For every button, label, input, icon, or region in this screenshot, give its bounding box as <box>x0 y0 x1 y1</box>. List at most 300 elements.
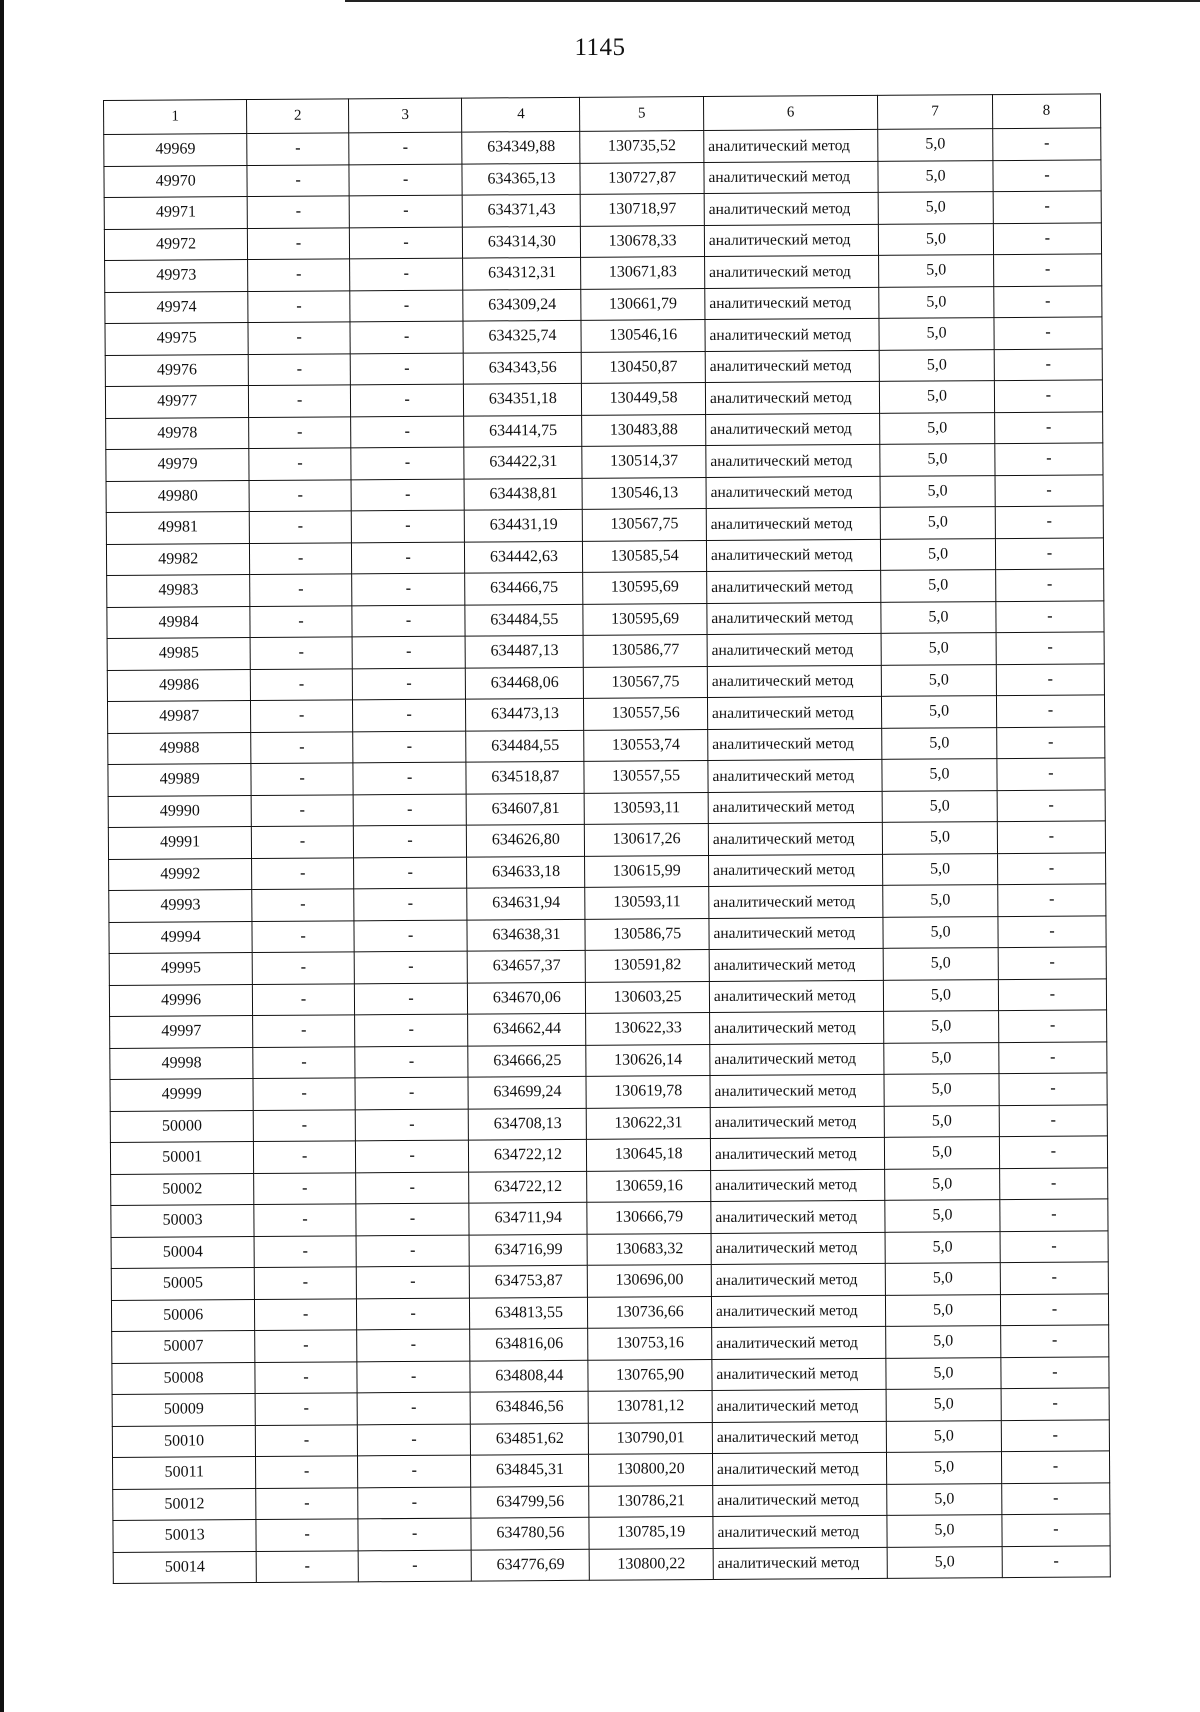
col8-cell: - <box>1000 1199 1108 1231</box>
col3-cell: - <box>350 353 464 385</box>
y-coordinate-cell: 130593,11 <box>585 792 709 824</box>
point-number-cell: 49971 <box>104 197 248 229</box>
y-coordinate-cell: 130753,16 <box>588 1327 712 1359</box>
point-number-cell: 50014 <box>113 1551 257 1583</box>
y-coordinate-cell: 130586,77 <box>583 635 707 667</box>
col3-cell: - <box>350 416 464 448</box>
point-number-cell: 49991 <box>108 827 252 859</box>
point-number-cell: 49981 <box>106 512 250 544</box>
point-number-cell: 49984 <box>107 606 251 638</box>
col8-cell: - <box>1000 1262 1108 1294</box>
method-cell: аналитический метод <box>712 1326 886 1359</box>
point-number-cell: 50002 <box>111 1173 255 1205</box>
col2-cell: - <box>248 259 350 291</box>
y-coordinate-cell: 130718,97 <box>581 194 705 226</box>
y-coordinate-cell: 130615,99 <box>585 855 709 887</box>
col8-cell: - <box>995 443 1103 475</box>
point-number-cell: 49992 <box>109 858 253 890</box>
col8-cell: - <box>1001 1388 1109 1420</box>
col2-cell: - <box>249 479 351 511</box>
method-cell: аналитический метод <box>707 602 881 635</box>
col3-cell: - <box>355 1109 469 1141</box>
col2-cell: - <box>252 857 354 889</box>
x-coordinate-cell: 634722,12 <box>469 1139 587 1171</box>
x-coordinate-cell: 634851,62 <box>471 1423 589 1455</box>
y-coordinate-cell: 130622,33 <box>586 1012 710 1044</box>
accuracy-cell: 5,0 <box>878 160 993 192</box>
point-number-cell: 50006 <box>111 1299 255 1331</box>
col3-cell: - <box>355 1077 469 1109</box>
col3-cell: - <box>356 1203 470 1235</box>
col8-cell: - <box>1001 1451 1109 1483</box>
col3-cell: - <box>349 258 463 290</box>
col2-cell: - <box>249 416 351 448</box>
col8-cell: - <box>1001 1325 1109 1357</box>
point-number-cell: 50010 <box>112 1425 256 1457</box>
point-number-cell: 50008 <box>112 1362 256 1394</box>
method-cell: аналитический метод <box>705 350 879 383</box>
method-cell: аналитический метод <box>713 1515 887 1548</box>
col8-cell: - <box>996 695 1104 727</box>
x-coordinate-cell: 634343,56 <box>464 352 582 384</box>
method-cell: аналитический метод <box>709 948 883 981</box>
col2-cell: - <box>253 983 355 1015</box>
y-coordinate-cell: 130595,69 <box>583 603 707 635</box>
method-cell: аналитический метод <box>709 980 883 1013</box>
method-cell: аналитический метод <box>711 1263 885 1296</box>
col8-cell: - <box>995 474 1103 506</box>
x-coordinate-cell: 634442,63 <box>465 541 583 573</box>
col3-cell: - <box>357 1455 471 1487</box>
x-coordinate-cell: 634633,18 <box>467 856 585 888</box>
y-coordinate-cell: 130619,78 <box>586 1075 710 1107</box>
y-coordinate-cell: 130735,52 <box>580 131 704 163</box>
method-cell: аналитический метод <box>706 539 880 572</box>
point-number-cell: 50001 <box>110 1142 254 1174</box>
point-number-cell: 49969 <box>104 134 248 166</box>
col2-cell: - <box>250 542 352 574</box>
col8-cell: - <box>998 1010 1106 1042</box>
col2-cell: - <box>255 1298 357 1330</box>
y-coordinate-cell: 130786,21 <box>589 1485 713 1517</box>
y-coordinate-cell: 130659,16 <box>587 1170 711 1202</box>
y-coordinate-cell: 130666,79 <box>587 1201 711 1233</box>
col8-cell: - <box>1000 1293 1108 1325</box>
x-coordinate-cell: 634813,55 <box>470 1297 588 1329</box>
col2-cell: - <box>252 889 354 921</box>
col8-cell: - <box>1002 1514 1110 1546</box>
col8-cell: - <box>996 600 1104 632</box>
method-cell: аналитический метод <box>704 192 878 225</box>
x-coordinate-cell: 634816,06 <box>470 1328 588 1360</box>
col8-cell: - <box>1001 1419 1109 1451</box>
col2-cell: - <box>255 1267 357 1299</box>
accuracy-cell: 5,0 <box>882 727 997 759</box>
accuracy-cell: 5,0 <box>881 570 996 602</box>
x-coordinate-cell: 634487,13 <box>465 635 583 667</box>
y-coordinate-cell: 130567,75 <box>583 509 707 541</box>
y-coordinate-cell: 130514,37 <box>582 446 706 478</box>
col8-cell: - <box>995 506 1103 538</box>
col2-cell: - <box>251 763 353 795</box>
col2-cell: - <box>252 920 354 952</box>
col2-cell: - <box>255 1361 357 1393</box>
x-coordinate-cell: 634438,81 <box>464 478 582 510</box>
method-cell: аналитический метод <box>706 476 880 509</box>
point-number-cell: 50013 <box>113 1520 257 1552</box>
col8-cell: - <box>997 821 1105 853</box>
col2-cell: - <box>254 1204 356 1236</box>
x-coordinate-cell: 634657,37 <box>468 950 586 982</box>
col2-cell: - <box>256 1550 358 1582</box>
method-cell: аналитический метод <box>706 413 880 446</box>
accuracy-cell: 5,0 <box>885 1263 1000 1295</box>
y-coordinate-cell: 130595,69 <box>583 572 707 604</box>
col2-cell: - <box>255 1330 357 1362</box>
point-number-cell: 49975 <box>105 323 249 355</box>
col3-cell: - <box>351 542 465 574</box>
col2-cell: - <box>256 1456 358 1488</box>
x-coordinate-cell: 634626,80 <box>467 824 585 856</box>
scan-left-edge <box>0 0 4 1712</box>
method-cell: аналитический метод <box>709 885 883 918</box>
method-cell: аналитический метод <box>711 1200 885 1233</box>
x-coordinate-cell: 634716,99 <box>469 1234 587 1266</box>
method-cell: аналитический метод <box>707 633 881 666</box>
method-cell: аналитический метод <box>708 854 882 887</box>
method-cell: аналитический метод <box>709 1011 883 1044</box>
col3-cell: - <box>351 479 465 511</box>
col8-cell: - <box>996 632 1104 664</box>
x-coordinate-cell: 634780,56 <box>471 1517 589 1549</box>
method-cell: аналитический метод <box>708 822 882 855</box>
col3-cell: - <box>353 857 467 889</box>
y-coordinate-cell: 130603,25 <box>586 981 710 1013</box>
accuracy-cell: 5,0 <box>880 444 995 476</box>
y-coordinate-cell: 130553,74 <box>584 729 708 761</box>
col2-cell: - <box>250 511 352 543</box>
point-number-cell: 49990 <box>108 795 252 827</box>
col2-cell: - <box>251 731 353 763</box>
col2-cell: - <box>254 1172 356 1204</box>
col8-cell: - <box>998 978 1106 1010</box>
col8-cell: - <box>993 254 1101 286</box>
method-cell: аналитический метод <box>708 791 882 824</box>
col8-cell: - <box>996 663 1104 695</box>
col8-cell: - <box>995 537 1103 569</box>
col2-cell: - <box>249 385 351 417</box>
method-cell: аналитический метод <box>705 287 879 320</box>
point-number-cell: 49988 <box>108 732 252 764</box>
point-number-cell: 49993 <box>109 890 253 922</box>
y-coordinate-cell: 130449,58 <box>582 383 706 415</box>
y-coordinate-cell: 130736,66 <box>588 1296 712 1328</box>
accuracy-cell: 5,0 <box>885 1137 1000 1169</box>
point-number-cell: 49983 <box>107 575 251 607</box>
col3-cell: - <box>355 1046 469 1078</box>
x-coordinate-cell: 634776,69 <box>472 1549 590 1581</box>
col3-cell: - <box>350 384 464 416</box>
col2-cell: - <box>254 1141 356 1173</box>
method-cell: аналитический метод <box>712 1358 886 1391</box>
col8-cell: - <box>997 852 1105 884</box>
x-coordinate-cell: 634631,94 <box>467 887 585 919</box>
col3-cell: - <box>352 605 466 637</box>
col3-cell: - <box>354 983 468 1015</box>
method-cell: аналитический метод <box>711 1232 885 1265</box>
x-coordinate-cell: 634708,13 <box>469 1108 587 1140</box>
x-coordinate-cell: 634607,81 <box>467 793 585 825</box>
y-coordinate-cell: 130790,01 <box>589 1422 713 1454</box>
point-number-cell: 49999 <box>110 1079 254 1111</box>
method-cell: аналитический метод <box>704 224 878 257</box>
col3-cell: - <box>352 699 466 731</box>
x-coordinate-cell: 634309,24 <box>463 289 581 321</box>
col3-cell: - <box>357 1424 471 1456</box>
x-coordinate-cell: 634722,12 <box>469 1171 587 1203</box>
accuracy-cell: 5,0 <box>885 1231 1000 1263</box>
method-cell: аналитический метод <box>710 1043 884 1076</box>
x-coordinate-cell: 634666,25 <box>468 1045 586 1077</box>
col3-cell: - <box>349 132 463 164</box>
y-coordinate-cell: 130483,88 <box>582 414 706 446</box>
col8-cell: - <box>994 285 1102 317</box>
x-coordinate-cell: 634711,94 <box>469 1202 587 1234</box>
col3-cell: - <box>353 731 467 763</box>
col3-cell: - <box>358 1518 472 1550</box>
x-coordinate-cell: 634662,44 <box>468 1013 586 1045</box>
col2-cell: - <box>248 290 350 322</box>
method-cell: аналитический метод <box>706 507 880 540</box>
col2-cell: - <box>256 1519 358 1551</box>
y-coordinate-cell: 130678,33 <box>581 225 705 257</box>
col3-cell: - <box>357 1392 471 1424</box>
col8-cell: - <box>999 1136 1107 1168</box>
point-number-cell: 49972 <box>104 228 248 260</box>
point-number-cell: 50009 <box>112 1394 256 1426</box>
point-number-cell: 49995 <box>109 953 253 985</box>
coordinates-table <box>103 93 1111 1584</box>
y-coordinate-cell: 130800,22 <box>590 1548 714 1580</box>
col3-cell: - <box>356 1235 470 1267</box>
y-coordinate-cell: 130546,13 <box>582 477 706 509</box>
col8-cell: - <box>999 1041 1107 1073</box>
column-header: 8 <box>992 94 1100 129</box>
accuracy-cell: 5,0 <box>878 129 993 161</box>
y-coordinate-cell: 130617,26 <box>585 824 709 856</box>
col2-cell: - <box>253 1078 355 1110</box>
method-cell: аналитический метод <box>710 1106 884 1139</box>
accuracy-cell: 5,0 <box>887 1452 1002 1484</box>
col3-cell: - <box>357 1361 471 1393</box>
table-body <box>104 128 1111 1584</box>
point-number-cell: 50003 <box>111 1205 255 1237</box>
method-cell: аналитический метод <box>708 759 882 792</box>
x-coordinate-cell: 634466,75 <box>465 572 583 604</box>
method-cell: аналитический метод <box>709 917 883 950</box>
col8-cell: - <box>998 947 1106 979</box>
y-coordinate-cell: 130661,79 <box>581 288 705 320</box>
y-coordinate-cell: 130683,32 <box>587 1233 711 1265</box>
point-number-cell: 50004 <box>111 1236 255 1268</box>
col8-cell: - <box>993 128 1101 160</box>
col3-cell: - <box>356 1266 470 1298</box>
method-cell: аналитический метод <box>707 665 881 698</box>
y-coordinate-cell: 130727,87 <box>580 162 704 194</box>
column-header: 4 <box>462 97 580 132</box>
col2-cell: - <box>250 574 352 606</box>
col2-cell: - <box>250 605 352 637</box>
method-cell: аналитический метод <box>712 1421 886 1454</box>
col8-cell: - <box>1001 1356 1109 1388</box>
accuracy-cell: 5,0 <box>883 948 998 980</box>
column-header: 5 <box>580 97 704 132</box>
accuracy-cell: 5,0 <box>886 1294 1001 1326</box>
page-number: 1145 <box>574 34 626 61</box>
y-coordinate-cell: 130765,90 <box>588 1359 712 1391</box>
x-coordinate-cell: 634349,88 <box>462 131 580 163</box>
col3-cell: - <box>355 1172 469 1204</box>
col8-cell: - <box>994 411 1102 443</box>
col2-cell: - <box>256 1487 358 1519</box>
x-coordinate-cell: 634670,06 <box>468 982 586 1014</box>
accuracy-cell: 5,0 <box>879 255 994 287</box>
col2-cell: - <box>253 952 355 984</box>
accuracy-cell: 5,0 <box>884 1042 999 1074</box>
col8-cell: - <box>995 569 1103 601</box>
col8-cell: - <box>994 317 1102 349</box>
y-coordinate-cell: 130450,87 <box>582 351 706 383</box>
accuracy-cell: 5,0 <box>882 696 997 728</box>
point-number-cell: 49989 <box>108 764 252 796</box>
accuracy-cell: 5,0 <box>881 601 996 633</box>
accuracy-cell: 5,0 <box>887 1483 1002 1515</box>
x-coordinate-cell: 634422,31 <box>464 446 582 478</box>
y-coordinate-cell: 130557,55 <box>584 761 708 793</box>
col2-cell: - <box>253 1015 355 1047</box>
accuracy-cell: 5,0 <box>878 192 993 224</box>
point-number-cell: 50007 <box>112 1331 256 1363</box>
method-cell: аналитический метод <box>710 1074 884 1107</box>
y-coordinate-cell: 130557,56 <box>584 698 708 730</box>
col3-cell: - <box>354 1014 468 1046</box>
accuracy-cell: 5,0 <box>885 1168 1000 1200</box>
col3-cell: - <box>355 1140 469 1172</box>
col3-cell: - <box>354 951 468 983</box>
accuracy-cell: 5,0 <box>887 1515 1002 1547</box>
point-number-cell: 49987 <box>107 701 251 733</box>
col2-cell: - <box>248 227 350 259</box>
y-coordinate-cell: 130546,16 <box>581 320 705 352</box>
col3-cell: - <box>352 636 466 668</box>
column-header: 6 <box>703 95 877 130</box>
point-number-cell: 49980 <box>106 480 250 512</box>
col3-cell: - <box>353 825 467 857</box>
col2-cell: - <box>251 700 353 732</box>
col2-cell: - <box>253 1046 355 1078</box>
accuracy-cell: 5,0 <box>885 1200 1000 1232</box>
x-coordinate-cell: 634325,74 <box>463 320 581 352</box>
x-coordinate-cell: 634846,56 <box>470 1391 588 1423</box>
x-coordinate-cell: 634431,19 <box>465 509 583 541</box>
x-coordinate-cell: 634473,13 <box>466 698 584 730</box>
accuracy-cell: 5,0 <box>882 759 997 791</box>
accuracy-cell: 5,0 <box>882 822 997 854</box>
x-coordinate-cell: 634845,31 <box>471 1454 589 1486</box>
x-coordinate-cell: 634799,56 <box>471 1486 589 1518</box>
col8-cell: - <box>997 758 1105 790</box>
col2-cell: - <box>251 668 353 700</box>
point-number-cell: 49976 <box>105 354 249 386</box>
method-cell: аналитический метод <box>705 381 879 414</box>
y-coordinate-cell: 130622,31 <box>587 1107 711 1139</box>
point-number-cell: 49970 <box>104 165 248 197</box>
accuracy-cell: 5,0 <box>886 1326 1001 1358</box>
x-coordinate-cell: 634312,31 <box>463 257 581 289</box>
col2-cell: - <box>251 794 353 826</box>
y-coordinate-cell: 130785,19 <box>589 1516 713 1548</box>
col8-cell: - <box>1002 1482 1110 1514</box>
point-number-cell: 49982 <box>106 543 250 575</box>
point-number-cell: 49978 <box>106 417 250 449</box>
col3-cell: - <box>351 447 465 479</box>
method-cell: аналитический метод <box>713 1547 887 1580</box>
col2-cell: - <box>249 448 351 480</box>
col8-cell: - <box>997 726 1105 758</box>
point-number-cell: 49974 <box>105 291 249 323</box>
y-coordinate-cell: 130626,14 <box>586 1044 710 1076</box>
scan-top-rule <box>345 0 1200 2</box>
point-number-cell: 50012 <box>113 1488 257 1520</box>
point-number-cell: 50011 <box>113 1457 257 1489</box>
method-cell: аналитический метод <box>711 1169 885 1202</box>
col8-cell: - <box>998 915 1106 947</box>
col3-cell: - <box>349 164 463 196</box>
y-coordinate-cell: 130593,11 <box>585 887 709 919</box>
point-number-cell: 49979 <box>106 449 250 481</box>
col2-cell: - <box>256 1424 358 1456</box>
accuracy-cell: 5,0 <box>887 1546 1002 1578</box>
col8-cell: - <box>994 380 1102 412</box>
accuracy-cell: 5,0 <box>883 885 998 917</box>
accuracy-cell: 5,0 <box>881 538 996 570</box>
col8-cell: - <box>994 348 1102 380</box>
column-header: 7 <box>878 95 993 130</box>
y-coordinate-cell: 130696,00 <box>588 1264 712 1296</box>
x-coordinate-cell: 634365,13 <box>462 163 580 195</box>
col2-cell: - <box>247 164 349 196</box>
point-number-cell: 49997 <box>110 1016 254 1048</box>
method-cell: аналитический метод <box>710 1137 884 1170</box>
point-number-cell: 49994 <box>109 921 253 953</box>
accuracy-cell: 5,0 <box>880 475 995 507</box>
x-coordinate-cell: 634484,55 <box>465 604 583 636</box>
method-cell: аналитический метод <box>706 444 880 477</box>
point-number-cell: 49985 <box>107 638 251 670</box>
accuracy-cell: 5,0 <box>879 349 994 381</box>
x-coordinate-cell: 634753,87 <box>470 1265 588 1297</box>
table-row <box>113 1545 1110 1583</box>
point-number-cell: 49986 <box>107 669 251 701</box>
col3-cell: - <box>356 1329 470 1361</box>
method-cell: аналитический метод <box>712 1389 886 1422</box>
col3-cell: - <box>349 227 463 259</box>
y-coordinate-cell: 130781,12 <box>588 1390 712 1422</box>
col2-cell: - <box>252 826 354 858</box>
accuracy-cell: 5,0 <box>884 1105 999 1137</box>
x-coordinate-cell: 634518,87 <box>466 761 584 793</box>
col3-cell: - <box>353 794 467 826</box>
